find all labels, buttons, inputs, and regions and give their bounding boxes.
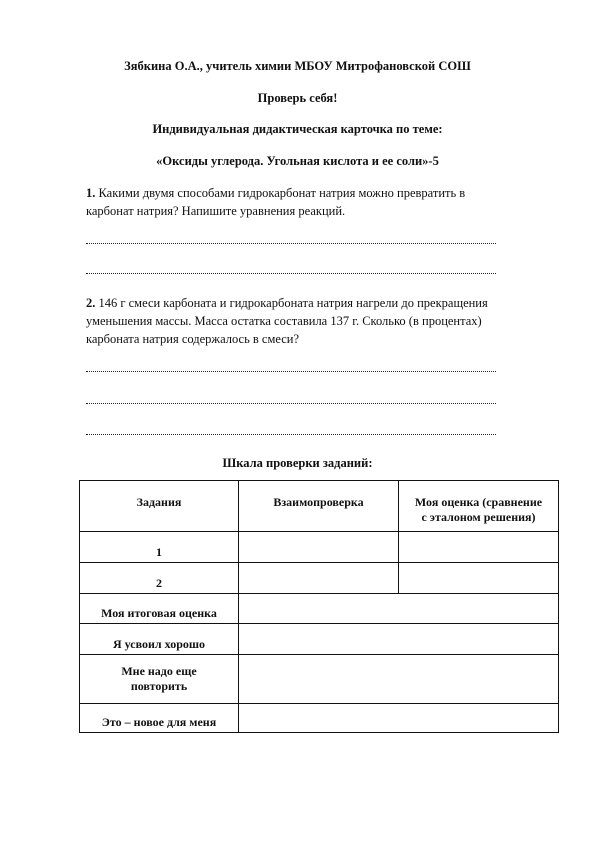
- header-peer-review: Взаимопроверка: [239, 481, 399, 532]
- task-2-number: 2.: [86, 296, 96, 310]
- answer-line-1-2[interactable]: [86, 273, 496, 274]
- need-repeat-cell[interactable]: [239, 655, 559, 704]
- task-2-line-2: уменьшения массы. Масса остатка составила 137 г. Сколько (в процентах): [86, 314, 482, 328]
- task-1-line-2: карбонат натрия? Напишите уравнения реакций.: [86, 204, 346, 218]
- task-number-cell: 1: [80, 532, 239, 563]
- answer-line-2-3[interactable]: [86, 434, 496, 435]
- table-header-row: [80, 481, 559, 532]
- peer-review-cell[interactable]: [239, 563, 399, 594]
- summary-row: [80, 704, 559, 733]
- need-repeat-label: [80, 655, 239, 704]
- scale-title: Шкала проверки заданий:: [222, 456, 373, 470]
- header-self-assessment-line-2: с эталоном решения): [421, 510, 536, 524]
- header-self-assessment: [399, 481, 559, 532]
- task-1-line-1: [86, 185, 465, 201]
- need-repeat-label-line-1: Мне надо еще: [121, 664, 197, 678]
- table-row: [80, 563, 559, 594]
- task-2-text-1: 146 г смеси карбоната и гидрокарбоната натрия нагрели до прекращения: [98, 296, 488, 310]
- check-title: Проверь себя!: [257, 91, 338, 105]
- table-row: [80, 532, 559, 563]
- need-repeat-label-line-2: повторить: [130, 679, 188, 693]
- card-title: Индивидуальная дидактическая карточка по теме:: [152, 122, 443, 136]
- header-tasks: Задания: [80, 481, 239, 532]
- final-grade-label: Моя итоговая оценка: [80, 594, 239, 624]
- answer-line-1-1[interactable]: [86, 243, 496, 244]
- peer-review-cell[interactable]: [239, 532, 399, 563]
- summary-row: [80, 594, 559, 624]
- final-grade-cell[interactable]: [239, 594, 559, 624]
- task-2-line-1: [86, 295, 488, 311]
- topic-title: «Оксиды углерода. Угольная кислота и ее соли»-5: [156, 154, 439, 168]
- answer-line-2-2[interactable]: [86, 403, 496, 404]
- learned-well-cell[interactable]: [239, 624, 559, 655]
- summary-row: [80, 624, 559, 655]
- answer-line-2-1[interactable]: [86, 371, 496, 372]
- task-2-line-3: карбоната натрия содержалось в смеси?: [86, 332, 300, 346]
- grading-table: [79, 480, 559, 733]
- header-self-assessment-line-1: Моя оценка (сравнение: [414, 495, 543, 509]
- learned-well-label: Я усвоил хорошо: [80, 624, 239, 655]
- self-assessment-cell[interactable]: [399, 532, 559, 563]
- self-assessment-cell[interactable]: [399, 563, 559, 594]
- summary-row: [80, 655, 559, 704]
- new-for-me-cell[interactable]: [239, 704, 559, 733]
- task-number-cell: 2: [80, 563, 239, 594]
- task-1-number: 1.: [86, 186, 96, 200]
- new-for-me-label: Это – новое для меня: [80, 704, 239, 733]
- task-1-text-1: Какими двумя способами гидрокарбонат натрия можно превратить в: [98, 186, 466, 200]
- author-line: Зябкина О.А., учитель химии МБОУ Митрофановской СОШ: [124, 59, 471, 73]
